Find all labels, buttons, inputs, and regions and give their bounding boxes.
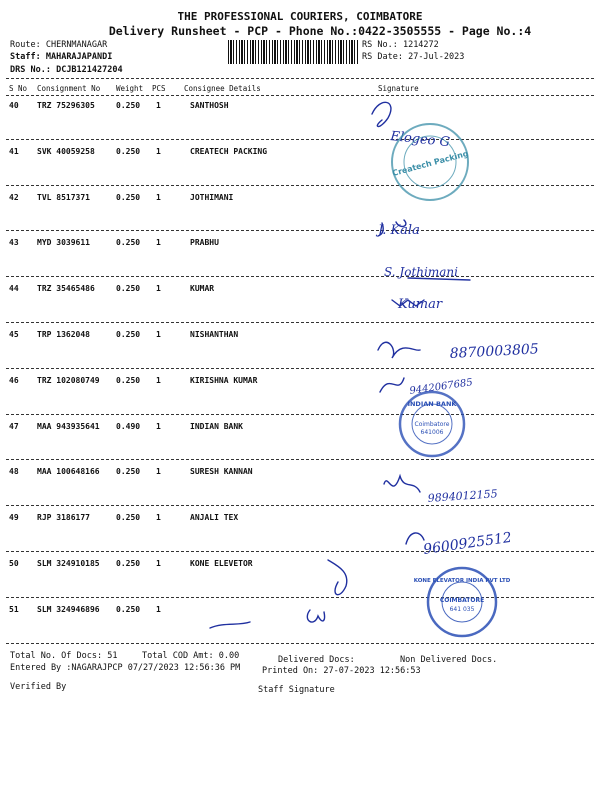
row-sno: 47 (9, 421, 19, 431)
verified-by: Verified By (10, 682, 67, 692)
row-consignee: KIRISHNA KUMAR (190, 375, 258, 385)
col-consignment: Consignment No (37, 84, 101, 93)
row-consignment: TRZ 35465486 (37, 284, 95, 294)
rs-no-label: RS No.: (362, 40, 398, 50)
route-label: Route: (10, 40, 41, 50)
entered-by: Entered By :NAGARAJPCP 07/27/2023 12:56:36 PM (10, 663, 241, 673)
signature-stroke (372, 102, 391, 126)
row-sno: 40 (9, 101, 19, 110)
total-cod: Total COD Amt: 0.00 (142, 651, 240, 661)
row-weight: 0.250 (116, 375, 141, 385)
row-weight: 0.250 (116, 284, 141, 294)
kone-stamp (414, 568, 511, 636)
row-pcs: 1 (156, 559, 161, 568)
row-weight: 0.250 (116, 559, 141, 568)
row-consignment: TVL 8517371 (37, 192, 90, 202)
col-consignee: Consignee Details (184, 84, 261, 93)
row-weight: 0.490 (116, 421, 141, 431)
signature-stroke (406, 533, 424, 544)
bank-stamp-city: Coimbatore (414, 421, 450, 428)
row-pcs: 1 (156, 238, 161, 248)
row-consignment: TRZ 75296305 (37, 101, 95, 110)
row-weight: 0.250 (116, 467, 141, 477)
col-sno: S No (9, 84, 28, 93)
runsheet-subtitle: Delivery Runsheet - PCP - Phone No.:0422-3505555 - Page No.:4 (108, 24, 532, 38)
row-consignee: ANJALI TEX (190, 513, 239, 523)
row-sno: 49 (9, 513, 19, 523)
row-sno: 45 (9, 330, 19, 339)
col-signature: Signature (378, 84, 419, 93)
row-consignee: JOTHIMANI (190, 192, 234, 202)
row-consignment: MYD 3039611 (37, 238, 90, 248)
handwriting-row49: 9600925512 (422, 529, 513, 558)
row-sno: 44 (9, 284, 19, 294)
handwriting-row46: 9442067685 (408, 377, 474, 397)
signature-stroke (378, 342, 420, 358)
handwriting-row45: 8870003805 (449, 341, 540, 362)
bank-stamp-name: INDIAN BANK (407, 400, 457, 408)
row-weight: 0.250 (116, 238, 141, 248)
createch-stamp-text: Createch Packing (391, 148, 470, 178)
row-pcs: 1 (156, 513, 161, 523)
row-consignee: INDIAN BANK (190, 421, 243, 431)
row-consignee: PRABHU (190, 238, 219, 248)
printed-on: Printed On: 27-07-2023 12:56:53 (262, 666, 421, 676)
drs-label: DRS No.: (10, 65, 51, 75)
row-consignee: KUMAR (190, 284, 215, 294)
signature-stroke (384, 476, 420, 492)
row-pcs: 1 (156, 604, 161, 614)
handwriting-row42: J. Kala (378, 223, 420, 238)
handwriting-row43: S. Jothimani (384, 265, 458, 279)
row-sno: 50 (9, 559, 19, 568)
handwriting-row48: 9894012155 (427, 487, 499, 505)
row-consignment: RJP 3186177 (37, 513, 90, 523)
kone-stamp-pin: 641 035 (449, 606, 475, 613)
row-weight: 0.250 (116, 604, 141, 614)
handwriting-row40: Elogeo G (389, 129, 451, 151)
row-weight: 0.250 (116, 513, 141, 523)
row-weight: 0.250 (116, 330, 141, 339)
delivered-docs: Delivered Docs: (278, 655, 355, 665)
row-pcs: 1 (156, 192, 161, 202)
row-consignee: KONE ELEVETOR (190, 559, 253, 568)
row-pcs: 1 (156, 467, 161, 477)
rs-no-value: 1214272 (402, 40, 439, 50)
row-pcs: 1 (156, 101, 161, 110)
row-sno: 41 (9, 146, 19, 156)
row-pcs: 1 (156, 284, 161, 294)
row-pcs: 1 (156, 330, 161, 339)
row-consignee: SURESH KANNAN (190, 467, 253, 477)
row-consignment: TRP 1362048 (37, 330, 90, 339)
bank-stamp-pin: 641006 (420, 429, 444, 436)
row-sno: 42 (9, 192, 19, 202)
route-value: CHERNMANAGAR (45, 40, 108, 50)
row-consignment: MAA 943935641 (37, 421, 100, 431)
row-consignment: SLM 324946896 (37, 604, 100, 614)
rs-date-value: 27-Jul-2023 (408, 52, 465, 62)
row-sno: 46 (9, 375, 19, 385)
row-consignment: TRZ 102080749 (37, 375, 100, 385)
row-sno: 43 (9, 238, 19, 248)
row-sno: 51 (9, 604, 19, 614)
col-weight: Weight (116, 84, 144, 93)
signature-stroke (307, 610, 324, 622)
row-consignment: SLM 324910185 (37, 559, 100, 568)
bank-stamp (400, 392, 464, 456)
signature-stroke (328, 560, 347, 595)
row-sno: 48 (9, 467, 19, 477)
row-consignment: MAA 100648166 (37, 467, 100, 477)
staff-value: MAHARAJAPANDI (45, 52, 113, 62)
total-docs: Total No. Of Docs: 51 (10, 651, 118, 661)
kone-stamp-name: KONE ELEVATOR INDIA PVT LTD (413, 578, 511, 584)
drs-value: DCJB121427204 (56, 65, 123, 75)
row-consignment: SVK 40059258 (37, 146, 95, 156)
col-pcs: PCS (152, 84, 166, 93)
row-consignee: NISHANTHAN (190, 330, 239, 339)
row-pcs: 1 (156, 421, 161, 431)
signature-stroke (380, 378, 404, 392)
rs-date-label: RS Date: (362, 52, 403, 62)
row-consignee: CREATECH PACKING (190, 146, 268, 156)
row-weight: 0.250 (116, 101, 141, 110)
row-weight: 0.250 (116, 146, 141, 156)
row-pcs: 1 (156, 375, 161, 385)
company-title: THE PROFESSIONAL COURIERS, COIMBATORE (177, 10, 423, 23)
kone-stamp-city: COIMBATORE (439, 597, 485, 604)
row-weight: 0.250 (116, 192, 141, 202)
row-consignee: SANTHOSH (190, 101, 229, 110)
handwriting-row44: Kumar (398, 297, 443, 312)
staff-label: Staff: (10, 52, 41, 62)
signature-stroke (210, 622, 250, 628)
row-pcs: 1 (156, 146, 161, 156)
non-delivered-docs: Non Delivered Docs. (400, 655, 498, 665)
staff-signature: Staff Signature (258, 685, 335, 695)
